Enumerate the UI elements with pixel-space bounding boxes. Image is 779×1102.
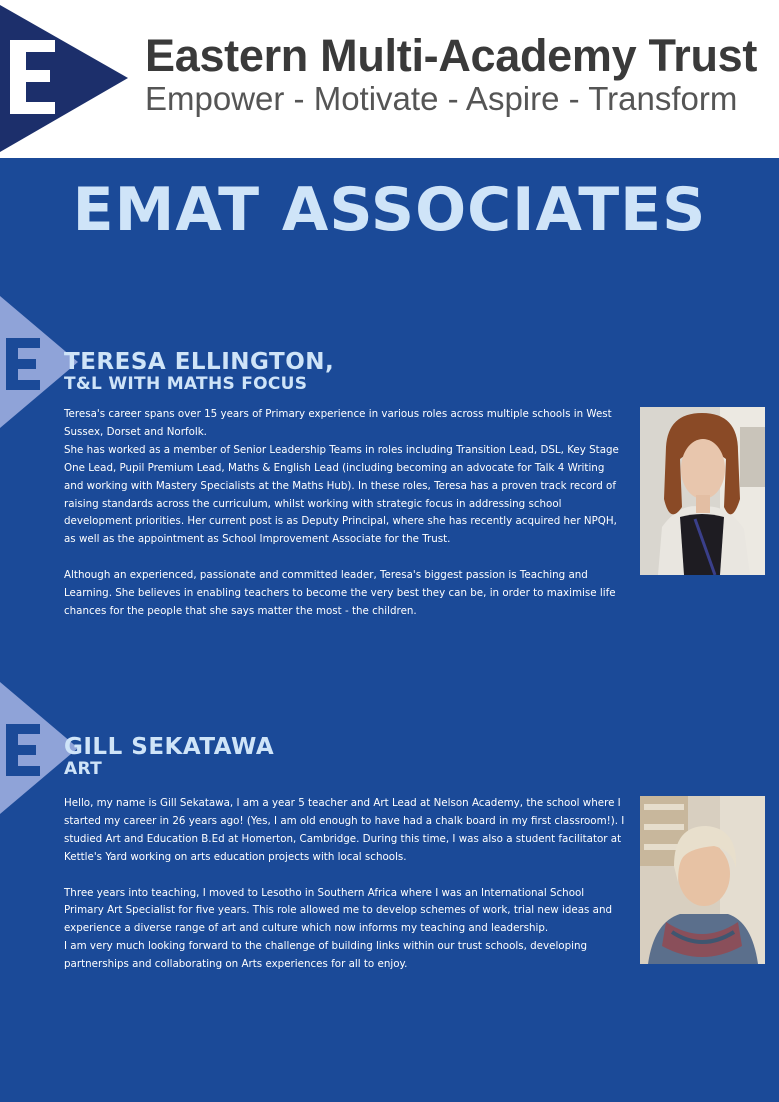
organisation-name: Eastern Multi-Academy Trust [145,30,758,81]
associate-photo [640,796,765,964]
organisation-motto: Empower - Motivate - Aspire - Transform [145,80,738,117]
page-title: EMAT ASSOCIATES [72,175,707,245]
bio-line: She has worked as a member of Senior Leadership Teams in roles including Transition Lead, DSL, Key Stage One Lead, Pupil Premium Lead, Maths & English Lead (including becoming an advocate for Talk 4 Writing and working with Mastery Specialists at the Maths Hub). In these roles, Teresa has a proven track record of raising standards across the curriculum, whilst working with strategic focus in addressing school development priorities. Her current post is as Deputy Principal, where she has recently acquired her NPQH, as well as the appointment as School Improvement Associate for the Trust. [64,443,619,546]
associate-photo [640,407,765,575]
bio-paragraph: Although an experienced, passionate and committed leader, Teresa's biggest passion is Teaching and Learning. She believes in enabling teachers to become the very best they can be, in order to maximise life chances for the people that she says matter the most - the children. [64,569,616,617]
associate-role: ART [64,759,102,779]
associate-name: GILL SEKATAWA [64,734,275,760]
bio-paragraph [64,885,626,975]
associate-bio [64,795,626,974]
associate-name: TERESA ELLINGTON, [64,349,335,375]
bio-paragraph [64,406,626,549]
bio-paragraph: Hello, my name is Gill Sekatawa, I am a year 5 teacher and Art Lead at Nelson Academy, the school where I started my career in 26 years ago! (Yes, I am old enough to have had a chalk board in my first classroom!). I studied Art and Education B.Ed at Homerton, Cambridge. During this time, I was also a student facilitator at Kettle's Yard working on arts education projects with local schools. [64,797,625,863]
associate-role: T&L WITH MATHS FOCUS [64,374,308,394]
page-header [0,0,779,158]
associate-bio [64,406,626,621]
bio-line: I am very much looking forward to the challenge of building links within our trust schools, developing partnerships and collaborating on Arts experiences for all to enjoy. [64,940,588,971]
bio-line: Teresa's career spans over 15 years of Primary experience in various roles across multiple schools in West Sussex, Dorset and Norfolk. [64,408,612,438]
bio-line: Three years into teaching, I moved to Lesotho in Southern Africa where I was an International School Primary Art Specialist for five years. This role allowed me to develop schemes of work, trial new ideas and experience a diverse range of art and culture which now informs my teaching and leadership. [64,886,613,935]
emat-logo-icon [0,0,140,158]
